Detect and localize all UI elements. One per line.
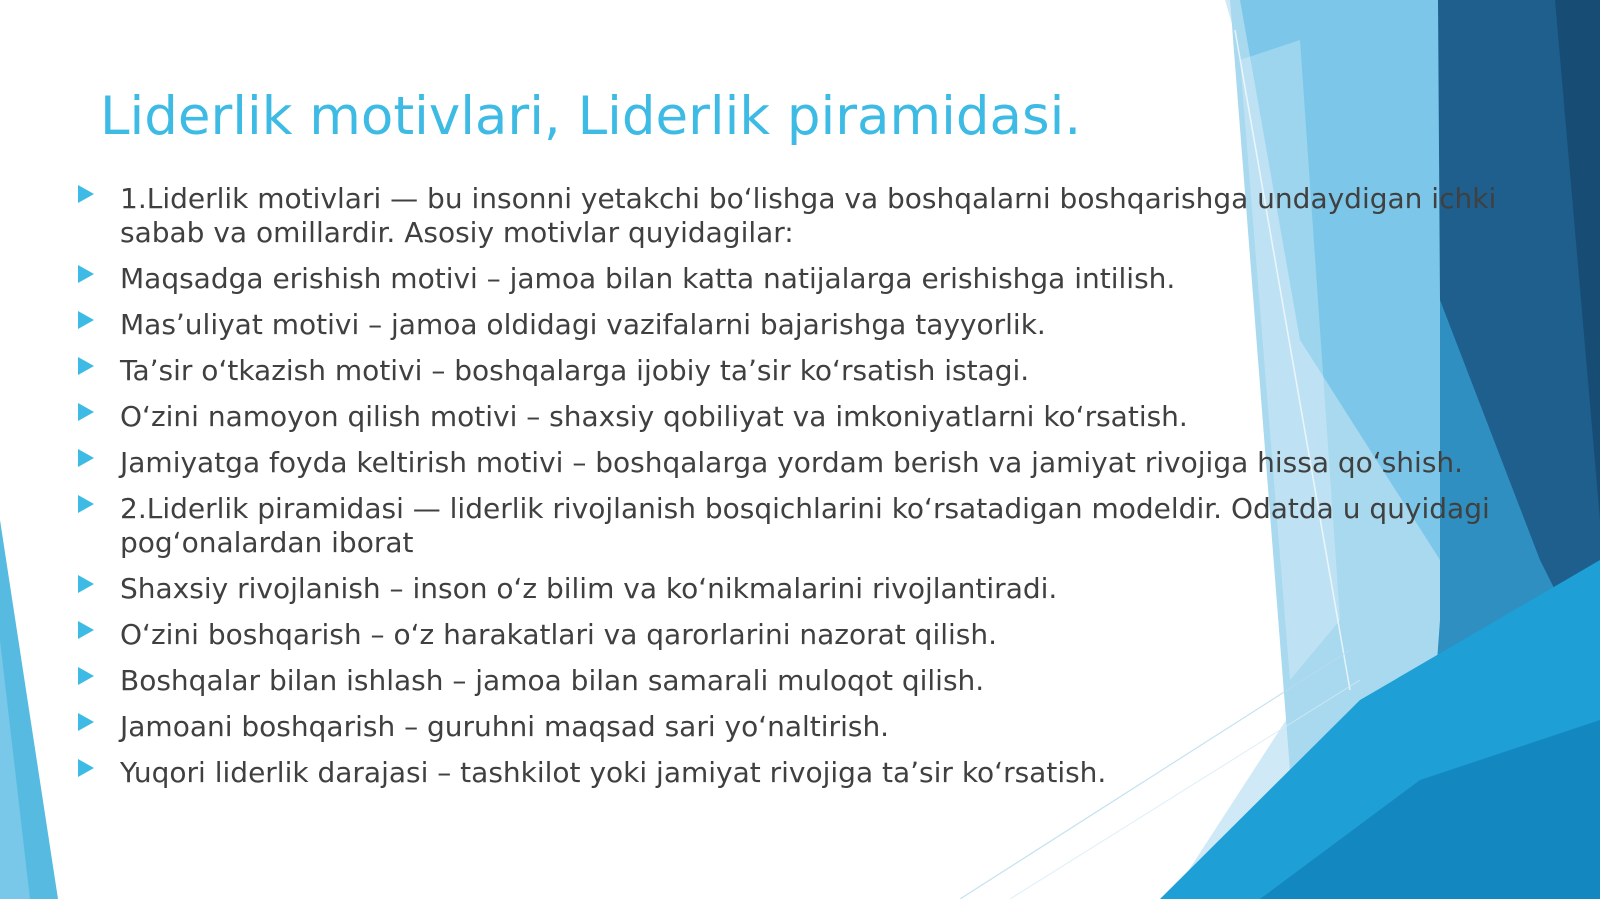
bullet-item [70,308,1510,342]
bullet-text: 2.Liderlik piramidasi — liderlik rivojlanish bosqichlarini koʻrsatadigan modeldir. Odatda u quyidagi pogʻonalardan iborat [120,492,1490,559]
bullet-item [70,446,1510,480]
bullet-text: Jamoani boshqarish – guruhni maqsad sari yoʻnaltirish. [120,710,890,743]
triangle-right-icon [78,621,94,639]
slide-title: Liderlik motivlari, Liderlik piramidasi. [100,86,1082,147]
bullet-item [70,492,1510,560]
bullet-item [70,710,1510,744]
bullet-item [70,618,1510,652]
bullet-item [70,400,1510,434]
bullet-text: Oʻzini boshqarish – oʻz harakatlari va qarorlarini nazorat qilish. [120,618,998,651]
triangle-right-icon [78,713,94,731]
triangle-right-icon [78,403,94,421]
bullet-text: Masʼuliyat motivi – jamoa oldidagi vazifalarni bajarishga tayyorlik. [120,308,1046,341]
triangle-right-icon [78,759,94,777]
bullet-item [70,262,1510,296]
triangle-right-icon [78,449,94,467]
bullet-item [70,572,1510,606]
triangle-right-icon [78,265,94,283]
bullet-text: Shaxsiy rivojlanish – inson oʻz bilim va koʻnikmalarini rivojlantiradi. [120,572,1058,605]
bullet-text: Taʼsir oʻtkazish motivi – boshqalarga ijobiy taʼsir koʻrsatish istagi. [120,354,1030,387]
triangle-right-icon [78,495,94,513]
bullet-text: 1.Liderlik motivlari — bu insonni yetakchi boʻlishga va boshqalarni boshqarishga undaydigan ichki sabab va omillardir. Asosiy motivlar quyidagilar: [120,182,1497,249]
bullet-item [70,354,1510,388]
triangle-right-icon [78,575,94,593]
bullet-text: Jamiyatga foyda keltirish motivi – boshqalarga yordam berish va jamiyat rivojiga hissa qoʻshish. [120,446,1464,479]
triangle-right-icon [78,311,94,329]
bullet-item [70,182,1510,250]
bullet-item [70,664,1510,698]
bullet-text: Maqsadga erishish motivi – jamoa bilan katta natijalarga erishishga intilish. [120,262,1176,295]
bullet-text: Yuqori liderlik darajasi – tashkilot yoki jamiyat rivojiga taʼsir koʻrsatish. [120,756,1107,789]
bullet-text: Boshqalar bilan ishlash – jamoa bilan samarali muloqot qilish. [120,664,985,697]
bullet-list [70,182,1510,802]
triangle-right-icon [78,667,94,685]
triangle-right-icon [78,185,94,203]
bullet-text: Oʻzini namoyon qilish motivi – shaxsiy qobiliyat va imkoniyatlarni koʻrsatish. [120,400,1188,433]
bullet-item [70,756,1510,790]
triangle-right-icon [78,357,94,375]
